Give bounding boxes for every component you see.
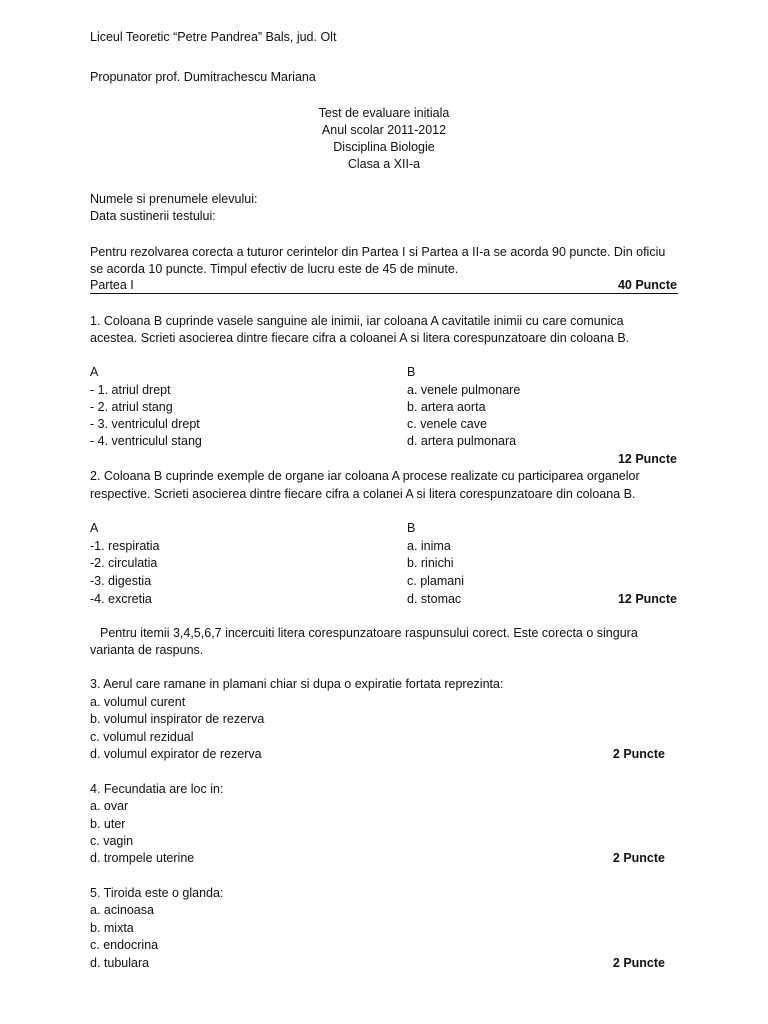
q1-col-a-item: - 1. atriul drept: [90, 383, 171, 397]
q4-option: b. uter: [90, 817, 126, 831]
instructions-line-1: Pentru rezolvarea corecta a tuturor cerintelor din Partea I si Partea a II-a se acorda 90 puncte. Din oficiu: [90, 245, 666, 259]
q1-col-b-item: d. artera pulmonara: [407, 434, 517, 448]
q1-points: 12 Puncte: [617, 452, 677, 466]
q2-col-b-item: d. stomac: [407, 592, 462, 606]
q3-option: a. volumul curent: [90, 695, 186, 709]
note-line-1: Pentru itemii 3,4,5,6,7 incercuiti litera corespunzatoare raspunsului corect. Este corecta o singura: [100, 626, 638, 640]
school-name: Liceul Teoretic “Petre Pandrea” Bals, jud. Olt: [90, 30, 337, 44]
q5-option: b. mixta: [90, 921, 134, 935]
q2-points: 12 Puncte: [617, 592, 677, 606]
part1-underline: [90, 293, 678, 294]
q1-col-a-item: - 4. ventriculul stang: [90, 434, 202, 448]
q5-option: c. endocrina: [90, 938, 159, 952]
q1-text-line-1: 1. Coloana B cuprinde vasele sanguine ale inimii, iar coloana A cavitatile inimii cu care comunica: [90, 314, 624, 328]
subject: Disciplina Biologie: [333, 140, 435, 154]
q5-option: d. tubulara: [90, 956, 150, 970]
part1-points: 40 Puncte: [617, 278, 677, 292]
q2-col-b-item: b. rinichi: [407, 556, 454, 570]
q2-col-b-item: a. inima: [407, 539, 451, 553]
q3-question: 3. Aerul care ramane in plamani chiar si dupa o expiratie fortata reprezinta:: [90, 677, 504, 691]
q5-question: 5. Tiroida este o glanda:: [90, 886, 224, 900]
author-line: Propunator prof. Dumitrachescu Mariana: [90, 70, 316, 84]
q2-col-b-header: B: [407, 521, 416, 535]
q1-text-line-2: acestea. Scrieti asocierea dintre fiecare cifra a coloanei A si litera corespunzatoare din coloana B.: [90, 331, 630, 345]
q2-col-a-item: -1. respiratia: [90, 539, 160, 553]
q2-col-a-header: A: [90, 521, 99, 535]
q4-option: c. vagin: [90, 834, 134, 848]
q2-col-a-item: -4. excretia: [90, 592, 152, 606]
q1-col-b-item: a. venele pulmonare: [407, 383, 521, 397]
part1-label: Partea I: [90, 278, 134, 292]
q1-col-a-item: - 2. atriul stang: [90, 400, 173, 414]
q4-option: d. trompele uterine: [90, 851, 195, 865]
q1-col-b-item: b. artera aorta: [407, 400, 486, 414]
class-level: Clasa a XII-a: [347, 157, 421, 171]
q1-col-b-item: c. venele cave: [407, 417, 487, 431]
q4-question: 4. Fecundatia are loc in:: [90, 782, 224, 796]
q4-option: a. ovar: [90, 799, 129, 813]
q3-option: c. volumul rezidual: [90, 730, 194, 744]
q2-col-b-item: c. plamani: [407, 574, 464, 588]
student-name-label: Numele si prenumele elevului:: [90, 192, 258, 206]
q1-col-b-header: B: [407, 365, 416, 379]
q5-points: 2 Puncte: [612, 956, 665, 970]
q2-col-a-item: -3. digestia: [90, 574, 152, 588]
q4-points: 2 Puncte: [612, 851, 665, 865]
school-year: Anul scolar 2011-2012: [321, 123, 447, 137]
q1-col-a-item: - 3. ventriculul drept: [90, 417, 200, 431]
q3-points: 2 Puncte: [612, 747, 665, 761]
q5-option: a. acinoasa: [90, 903, 154, 917]
note-line-2: varianta de raspuns.: [90, 643, 204, 657]
q1-col-a-header: A: [90, 365, 99, 379]
test-date-label: Data sustinerii testului:: [90, 209, 216, 223]
q3-option: b. volumul inspirator de rezerva: [90, 712, 265, 726]
q2-col-a-item: -2. circulatia: [90, 556, 158, 570]
q2-text-line-1: 2. Coloana B cuprinde exemple de organe iar coloana A procese realizate cu participarea organelor: [90, 469, 640, 483]
q2-text-line-2: respective. Scrieti asocierea dintre fiecare cifra a colanei A si litera corespunzatoare din coloana B.: [90, 487, 636, 501]
instructions-line-2: se acorda 10 puncte. Timpul efectiv de lucru este de 45 de minute.: [90, 262, 459, 276]
test-title: Test de evaluare initiala: [318, 106, 450, 120]
q3-option: d. volumul expirator de rezerva: [90, 747, 262, 761]
